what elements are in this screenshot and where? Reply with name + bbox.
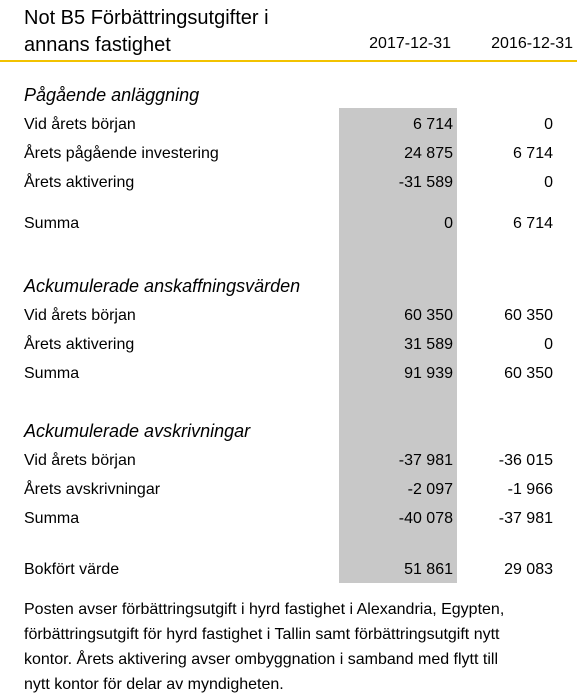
section-heading-avskrivningar: Ackumulerade avskrivningar <box>24 421 251 441</box>
section-heading-anskaffningsvarden: Ackumulerade anskaffningsvärden <box>24 276 301 296</box>
header-divider <box>0 60 577 62</box>
value-2016: 0 <box>544 116 553 133</box>
table-row <box>0 114 577 136</box>
row-label: Bokfört värde <box>24 561 120 578</box>
value-2017: -31 589 <box>398 174 453 191</box>
value-2017: 60 350 <box>404 307 453 324</box>
column-header-2016: 2016-12-31 <box>491 35 573 52</box>
value-2016: 0 <box>544 336 553 353</box>
value-2016: -37 981 <box>498 510 553 527</box>
title-line-1: Not B5 Förbättringsutgifter i <box>24 7 269 29</box>
row-label: Vid årets början <box>24 307 136 324</box>
value-2016: -36 015 <box>498 452 553 469</box>
summary-row <box>0 363 577 385</box>
row-label: Vid årets början <box>24 116 136 133</box>
value-2017: 0 <box>444 215 453 232</box>
note-line: förbättringsutgift för hyrd fastighet i Tallin samt förbättringsutgift nytt <box>24 626 500 643</box>
note-line: kontor. Årets aktivering avser ombyggnation i samband med flytt till <box>24 651 498 668</box>
summary-row <box>0 213 577 235</box>
note-line: nytt kontor för delar av myndigheten. <box>24 676 284 693</box>
table-row <box>0 450 577 472</box>
value-2017: -40 078 <box>398 510 453 527</box>
row-label: Årets avskrivningar <box>24 481 161 498</box>
table-row <box>0 172 577 194</box>
value-2016: 29 083 <box>504 561 553 578</box>
book-value-row <box>0 559 577 581</box>
value-2016: 6 714 <box>512 215 553 232</box>
column-header-2017: 2017-12-31 <box>369 35 451 52</box>
title-line-2: annans fastighet <box>24 34 171 56</box>
table-row <box>0 334 577 356</box>
value-2017: 51 861 <box>404 561 453 578</box>
row-label: Summa <box>24 365 80 382</box>
value-2017: -2 097 <box>407 481 453 498</box>
value-2017: 31 589 <box>404 336 453 353</box>
value-2017: 24 875 <box>404 145 453 162</box>
row-label: Summa <box>24 510 80 527</box>
value-2017: -37 981 <box>398 452 453 469</box>
section-heading-pagaende: Pågående anläggning <box>24 85 200 105</box>
row-label: Årets pågående investering <box>24 145 219 162</box>
row-label: Årets aktivering <box>24 174 135 191</box>
value-2017: 91 939 <box>404 365 453 382</box>
row-label: Summa <box>24 215 80 232</box>
note-line: Posten avser förbättringsutgift i hyrd fastighet i Alexandria, Egypten, <box>24 601 505 618</box>
table-row <box>0 143 577 165</box>
table-row <box>0 305 577 327</box>
value-2017: 6 714 <box>412 116 453 133</box>
value-2016: 60 350 <box>504 365 553 382</box>
value-2016: 0 <box>544 174 553 191</box>
note-text <box>24 597 569 697</box>
value-2016: 60 350 <box>504 307 553 324</box>
row-label: Årets aktivering <box>24 336 135 353</box>
summary-row <box>0 508 577 530</box>
note-title <box>24 5 269 59</box>
value-2016: -1 966 <box>507 481 553 498</box>
value-2016: 6 714 <box>512 145 553 162</box>
table-row <box>0 479 577 501</box>
row-label: Vid årets början <box>24 452 136 469</box>
